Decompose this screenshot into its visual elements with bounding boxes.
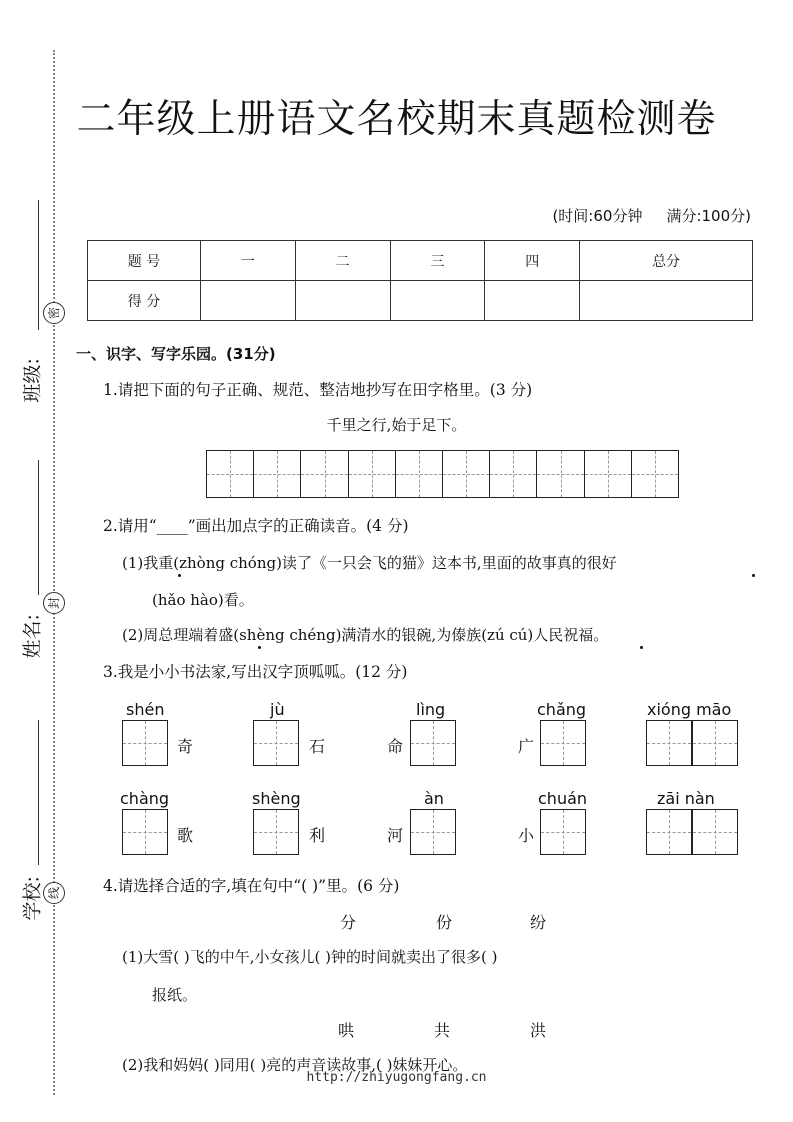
header-cell: 四 bbox=[485, 241, 580, 281]
score-row-label: 得 分 bbox=[88, 281, 201, 321]
tian-cell[interactable] bbox=[692, 720, 738, 766]
tian-cell[interactable] bbox=[540, 720, 586, 766]
class-blank-line bbox=[38, 200, 39, 330]
grid-cell[interactable] bbox=[348, 451, 395, 497]
footer-url: http://zhiyugongfang.cn bbox=[306, 1070, 487, 1085]
option-char: 哄 bbox=[338, 1021, 355, 1040]
header-cell: 总分 bbox=[580, 241, 753, 281]
q3-text: 3.我是小小书法家,写出汉字顶呱呱。(12 分) bbox=[103, 663, 408, 681]
header-cell: 一 bbox=[201, 241, 296, 281]
section-title: 一、识字、写字乐园。(31分) bbox=[76, 345, 276, 363]
grid-cell[interactable] bbox=[536, 451, 583, 497]
pinyin: àn bbox=[424, 789, 444, 808]
given-char: 利 bbox=[309, 826, 326, 845]
q2-item1-line2: (hǎo hào)看。 bbox=[152, 591, 254, 609]
given-char: 河 bbox=[387, 826, 404, 845]
seal-mi: 密 bbox=[43, 302, 65, 324]
given-char: 歌 bbox=[177, 826, 194, 845]
given-char: 广 bbox=[518, 737, 535, 756]
q4-text: 4.请选择合适的字,填在句中“( )”里。(6 分) bbox=[103, 877, 400, 895]
given-char: 命 bbox=[387, 737, 404, 756]
header-cell: 题 号 bbox=[88, 241, 201, 281]
pinyin: shèng bbox=[252, 789, 301, 808]
tian-cell[interactable] bbox=[410, 720, 456, 766]
pinyin: shén bbox=[126, 700, 165, 719]
pinyin: chuán bbox=[538, 789, 588, 808]
emphasis-dot bbox=[640, 646, 643, 649]
given-char: 奇 bbox=[177, 737, 194, 756]
pinyin: jù bbox=[270, 700, 285, 719]
seal-xian: 线 bbox=[43, 882, 65, 904]
emphasis-dot bbox=[258, 646, 261, 649]
header-cell: 二 bbox=[295, 241, 390, 281]
name-blank-line bbox=[38, 460, 39, 595]
grid-cell[interactable] bbox=[442, 451, 489, 497]
page-title: 二年级上册语文名校期末真题检测卷 bbox=[76, 97, 717, 142]
header-cell: 三 bbox=[390, 241, 485, 281]
tian-cell[interactable] bbox=[253, 720, 299, 766]
score-table-header-row bbox=[88, 241, 753, 281]
option-char: 纷 bbox=[530, 913, 547, 932]
q4-item2: (2)我和妈妈( )同用( )亮的声音读故事,( )妹妹开心。 bbox=[122, 1056, 468, 1074]
full-score: 满分:100分) bbox=[666, 207, 751, 225]
score-cell[interactable] bbox=[201, 281, 296, 321]
tian-cell[interactable] bbox=[540, 809, 586, 855]
q2-text: 2.请用“____”画出加点字的正确读音。(4 分) bbox=[103, 517, 409, 535]
tian-cell[interactable] bbox=[122, 720, 168, 766]
binding-dotted-line bbox=[53, 50, 55, 1095]
score-table bbox=[87, 240, 753, 321]
given-char: 小 bbox=[518, 826, 535, 845]
q1-text: 1.请把下面的句子正确、规范、整洁地抄写在田字格里。(3 分) bbox=[103, 381, 533, 399]
q4-item1-line1: (1)大雪( )飞的中午,小女孩儿( )钟的时间就卖出了很多( ) bbox=[122, 948, 498, 966]
score-cell[interactable] bbox=[390, 281, 485, 321]
given-char: 石 bbox=[309, 737, 326, 756]
grid-cell[interactable] bbox=[395, 451, 442, 497]
option-char: 洪 bbox=[530, 1021, 547, 1040]
tian-cell[interactable] bbox=[253, 809, 299, 855]
tian-cell[interactable] bbox=[646, 809, 692, 855]
score-table-score-row bbox=[88, 281, 753, 321]
option-char: 共 bbox=[434, 1021, 451, 1040]
pinyin: xióng māo bbox=[647, 700, 732, 719]
option-char: 份 bbox=[436, 913, 453, 932]
tian-cell[interactable] bbox=[410, 809, 456, 855]
score-cell[interactable] bbox=[485, 281, 580, 321]
grid-cell[interactable] bbox=[300, 451, 347, 497]
tian-cell[interactable] bbox=[692, 809, 738, 855]
copy-grid[interactable] bbox=[206, 450, 679, 498]
school-label: 学校: bbox=[21, 876, 44, 921]
grid-cell[interactable] bbox=[253, 451, 300, 497]
q1-sentence: 千里之行,始于足下。 bbox=[326, 416, 467, 434]
q2-item2: (2)周总理端着盛(shèng chéng)满清水的银碗,为傣族(zú cú)人民祝福。 bbox=[122, 626, 609, 644]
grid-cell[interactable] bbox=[489, 451, 536, 497]
grid-cell[interactable] bbox=[631, 451, 678, 497]
q4-item1-line2: 报纸。 bbox=[152, 986, 198, 1004]
option-char: 分 bbox=[340, 913, 357, 932]
score-cell[interactable] bbox=[295, 281, 390, 321]
time-info bbox=[552, 205, 751, 226]
pinyin: chǎng bbox=[537, 700, 587, 719]
pinyin: chàng bbox=[120, 789, 170, 808]
pinyin: zāi nàn bbox=[657, 789, 715, 808]
grid-cell[interactable] bbox=[207, 451, 253, 497]
emphasis-dot bbox=[752, 574, 755, 577]
grid-cell[interactable] bbox=[584, 451, 631, 497]
name-label: 姓名: bbox=[21, 614, 44, 659]
pinyin: lìng bbox=[416, 700, 446, 719]
seal-feng: 封 bbox=[43, 592, 65, 614]
school-blank-line bbox=[38, 720, 39, 865]
time-limit: (时间:60分钟 bbox=[552, 207, 643, 225]
tian-cell[interactable] bbox=[646, 720, 692, 766]
score-cell[interactable] bbox=[580, 281, 753, 321]
class-label: 班级: bbox=[21, 358, 44, 403]
emphasis-dot bbox=[178, 574, 181, 577]
tian-cell[interactable] bbox=[122, 809, 168, 855]
q2-item1-line1: (1)我重(zhòng chóng)读了《一只会飞的猫》这本书,里面的故事真的很好 bbox=[122, 554, 617, 572]
